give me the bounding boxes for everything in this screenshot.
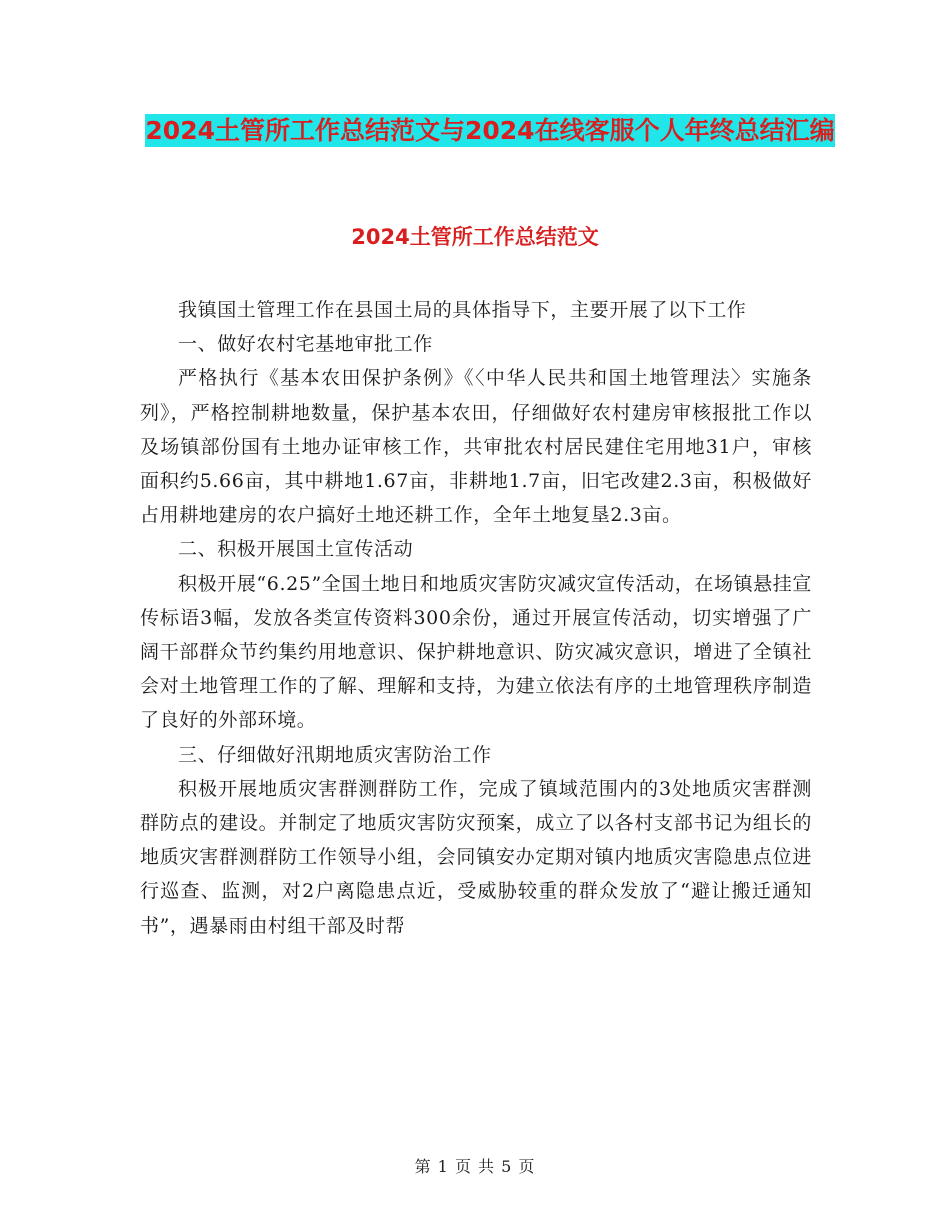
section-title: 2024土管所工作总结范文: [351, 225, 599, 249]
document-body: [140, 293, 812, 943]
paragraph-intro: 我镇国土管理工作在县国土局的具体指导下，主要开展了以下工作: [178, 299, 747, 321]
page-footer: 第 1 页 共 5 页: [414, 1157, 536, 1176]
document-title: [140, 110, 840, 152]
paragraph-2: 积极开展“6.25”全国土地日和地质灾害防灾减灾宣传活动，在场镇悬挂宣传标语3幅，发放各类宣传资料300余份，通过开展宣传活动，切实增强了广阔干部群众节约集约用地意识、保护耕地意识、防灾减灾意识，增进了全镇社会对土地管理工作的了解、理解和支持，为建立依法有序的土地管理秩序制造了良好的外部环境。: [140, 572, 812, 732]
document-title-text: 2024土管所工作总结范文与2024在线客服个人年终总结汇编: [145, 116, 835, 145]
paragraph-1: 严格执行《基本农田保护条例》《〈中华人民共和国土地管理法〉实施条列》，严格控制耕地数量，保护基本农田，仔细做好农村建房审核报批工作以及场镇部份国有土地办证审核工作，共审批农村居民建住宅用地31户，审核面积约5.66亩，其中耕地1.67亩，非耕地1.7亩，旧宅改建2.3亩，积极做好占用耕地建房的农户搞好土地还耕工作，全年土地复垦2.3亩。: [140, 367, 812, 527]
paragraph-3: 积极开展地质灾害群测群防工作，完成了镇域范围内的3处地质灾害群测群防点的建设。并制定了地质灾害防灾预案，成立了以各村支部书记为组长的地质灾害群测群防工作领导小组，会同镇安办定期对镇内地质灾害隐患点位进行巡查、监测，对2户离隐患点近，受威胁较重的群众发放了“避让搬迁通知书”，遇暴雨由村组干部及时帮: [140, 777, 812, 937]
heading-1: 一、做好农村宅基地审批工作: [178, 333, 433, 356]
heading-2: 二、积极开展国土宣传活动: [178, 538, 414, 561]
heading-3: 三、仔细做好汛期地质灾害防治工作: [178, 743, 492, 766]
